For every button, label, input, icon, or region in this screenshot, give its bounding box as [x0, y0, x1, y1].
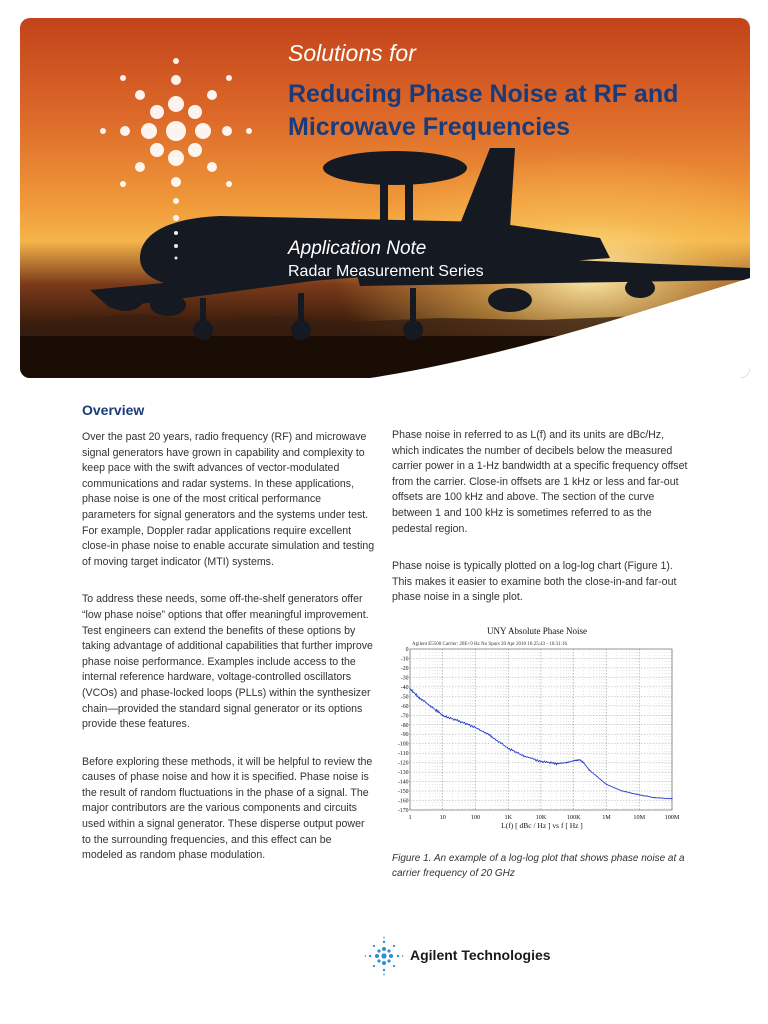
chart-x-label: L(f) [ dBc / Hz ] vs f [ Hz ] [501, 821, 583, 830]
paragraph: Phase noise is typically plotted on a log-log chart (Figure 1). This makes it easier to examine both the close-in-and far-out phase noise in a single plot. [392, 560, 677, 604]
chart-data-point [540, 761, 541, 762]
chart-y-axis [398, 647, 409, 814]
chart-data-point [442, 715, 443, 716]
chart-data-point [566, 762, 567, 763]
chart-y-tick-label: -140 [397, 779, 409, 786]
chart-grid [410, 649, 672, 810]
chart-title: UNY Absolute Phase Noise [487, 626, 587, 636]
chart-x-tick-label: 100M [664, 814, 680, 821]
chart-data-point [573, 760, 574, 761]
document-series: Radar Measurement Series [288, 263, 484, 280]
chart-y-tick-label: -70 [400, 713, 409, 720]
chart-x-tick-label: 1K [504, 814, 513, 821]
hero-banner [20, 18, 750, 378]
chart-y-tick-label: -110 [398, 751, 409, 758]
chart-data-point [475, 727, 476, 728]
section-heading: Overview [82, 402, 145, 418]
chart-data-point [458, 720, 459, 721]
chart-y-tick-label: -170 [397, 808, 409, 814]
chart-y-tick-label: -160 [397, 798, 409, 805]
chart-data-point [523, 755, 524, 756]
paragraph: Phase noise in referred to as L(f) and its units are dBc/Hz, which indicates the number of decibels below the measured carrier power in a 1-Hz bandwidth at a specific frequency offset from the carrier. Close-in offsets are 1 kHz or less and far-out offsets are 100 kHz and above. The section of the curve between 1 and 100 kHz is sometimes referred to as the pedestal region. [392, 429, 688, 535]
chart-x-tick-label: 10M [633, 814, 646, 821]
document-title: Reducing Phase Noise at RF and Microwave Frequencies [288, 80, 679, 141]
chart-data-point [606, 784, 607, 785]
chart-data-point [583, 762, 584, 763]
chart-y-tick-label: -130 [397, 770, 409, 777]
figure-caption: Figure 1. An example of a log-log plot that shows phase noise at a carrier frequency of 20 GHz [392, 853, 685, 879]
chart-x-tick-label: 1M [602, 814, 611, 821]
chart-data-point [622, 790, 623, 791]
chart-y-tick-label: -150 [397, 789, 409, 796]
chart-y-tick-label: 0 [405, 647, 409, 653]
chart-y-tick-label: -30 [400, 675, 409, 682]
right-column [392, 428, 690, 606]
chart-subtitle: Agilent E5500 Carrier: 20E+9 Hz No Spurs 20 Apr 2010 16:25:43 - 16:31:16 [412, 642, 568, 647]
header-kicker: Solutions for [288, 40, 416, 66]
chart-x-tick-label: 100 [470, 814, 481, 821]
paragraph: To address these needs, some off-the-shelf generators offer “low phase noise” options that offer meaningful improvement. Test engineers can extend the benefits of these options by taking advantage of additional capabilities that further improve phase noise performance. Examples include access to the internal reference hardware, voltage-controlled oscillators (VCOs) and phase-locked loops (PLLs) within the synthesizer chain—provided the standard signal generator or its options provide these features. [82, 593, 373, 731]
chart-x-tick-label: 100K [566, 814, 581, 821]
chart-x-tick-label: 1 [408, 814, 412, 821]
chart-y-tick-label: -90 [400, 732, 409, 739]
paragraph: Before exploring these methods, it will be helpful to review the causes of phase noise and how it is specified. Phase noise is the result of random fluctuations in the phase of a signal. The major contributors are the various components and circuits used within a signal generator. These disperse output power to the surrounding frequencies, and this effect can be modeled as random phase modulation. [82, 755, 373, 862]
chart-data-point [419, 698, 420, 699]
chart-data-point [508, 748, 509, 749]
chart-y-tick-label: -20 [400, 665, 409, 672]
chart-x-axis [408, 814, 679, 821]
chart-data-point [639, 794, 640, 795]
chart-y-tick-label: -40 [400, 684, 409, 691]
hero-illustration [20, 18, 750, 378]
phase-noise-chart [392, 622, 682, 832]
chart-y-tick-label: -10 [400, 656, 409, 663]
chart-y-tick-label: -50 [400, 694, 409, 701]
chart-y-tick-label: -80 [400, 722, 409, 729]
chart-x-tick-label: 10 [439, 814, 446, 821]
chart-data-point [556, 763, 557, 764]
chart-y-tick-label: -60 [400, 703, 409, 710]
chart-y-tick-label: -120 [397, 760, 409, 767]
brand-name: Agilent Technologies [410, 947, 551, 963]
paragraph: Over the past 20 years, radio frequency (RF) and microwave signal generators have grown in capability and complexity to keep pace with the swift advances of vector-modulated communications and radar systems. In these applications, phase noise is one of the most critical performance parameters for signal generators and the systems under test. For example, Doppler radar applications require excellent close-in phase noise to enable accurate simulation and testing of moving target indicator (MTI) systems. [82, 431, 375, 568]
chart-y-tick-label: -100 [397, 741, 409, 748]
chart-x-tick-label: 10K [535, 814, 547, 821]
chart-data-point [432, 707, 433, 708]
chart-data-point [491, 736, 492, 737]
agilent-spark-icon [364, 936, 404, 976]
left-column [82, 430, 375, 864]
document-type: Application Note [288, 238, 427, 259]
chart-data-point [409, 688, 410, 689]
chart-data-point [589, 770, 590, 771]
chart-data-point [671, 798, 672, 799]
chart-data-point [654, 797, 655, 798]
chart-data-point [579, 759, 580, 760]
